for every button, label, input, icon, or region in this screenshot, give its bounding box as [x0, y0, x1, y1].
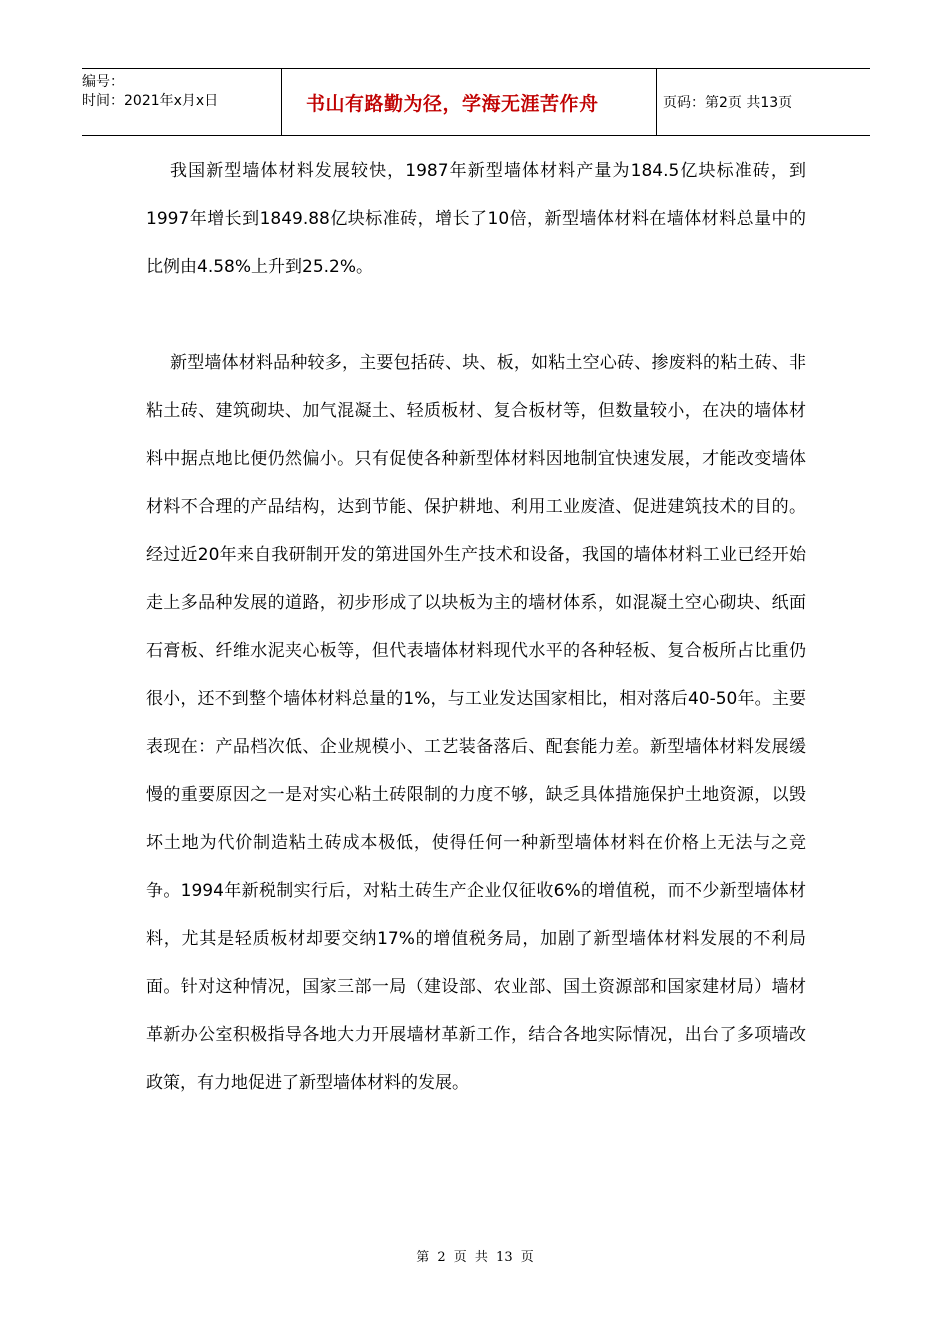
- header-motto: 书山有路勤为径，学海无涯苦作舟: [306, 92, 599, 115]
- header-page-cell: [657, 69, 870, 135]
- body-paragraph: 我国新型墙体材料发展较快，1987年新型墙体材料产量为184.5亿块标准砖，到1997年增长到1849.88亿块标准砖，增长了10倍，新型墙体材料在墙体材料总量中的比例由4.58%上升到25.2%。: [146, 161, 806, 277]
- header-page-info: 页码：第2页 共13页: [663, 95, 793, 111]
- document-date: 时间：2021年x月x日: [82, 93, 219, 109]
- header-motto-cell: [282, 69, 657, 135]
- header-meta-cell: [82, 69, 282, 135]
- page-footer: 第 2 页 共 13 页: [416, 1250, 534, 1265]
- document-number-label: 编号：: [82, 74, 124, 90]
- document-body: [146, 147, 806, 1107]
- body-paragraph: 新型墙体材料品种较多，主要包括砖、块、板，如粘土空心砖、掺废料的粘土砖、非粘土砖、建筑砌块、加气混凝土、轻质板材、复合板材等，但数量较小，在决的墙体材料中据点地比便仍然偏小。只有促使各种新型体材料因地制宜快速发展，才能改变墙体材料不合理的产品结构，达到节能、保护耕地、利用工业废渣、促进建筑技术的目的。经过近20年来自我研制开发的第进国外生产技术和设备，我国的墙体材料工业已经开始走上多品种发展的道路，初步形成了以块板为主的墙材体系，如混凝土空心砌块、纸面石膏板、纤维水泥夹心板等，但代表墙体材料现代水平的各种轻板、复合板所占比重仍很小，还不到整个墙体材料总量的1%，与工业发达国家相比，相对落后40-50年。主要表现在：产品档次低、企业规模小、工艺装备落后、配套能力差。新型墙体材料发展缓慢的重要原因之一是对实心粘土砖限制的力度不够，缺乏具体措施保护土地资源，以毁坏土地为代价制造粘土砖成本极低，使得任何一种新型墙体材料在价格上无法与之竞争。1994年新税制实行后，对粘土砖生产企业仅征收6%的增值税，而不少新型墙体材料，尤其是轻质板材却要交纳17%的增值税务局，加剧了新型墙体材料发展的不利局面。针对这种情况，国家三部一局（建设部、农业部、国土资源部和国家建材局）墙材革新办公室积极指导各地大力开展墙材革新工作，结合各地实际情况，出台了多项墙改政策，有力地促进了新型墙体材料的发展。: [146, 353, 806, 1093]
- document-header: [82, 68, 870, 136]
